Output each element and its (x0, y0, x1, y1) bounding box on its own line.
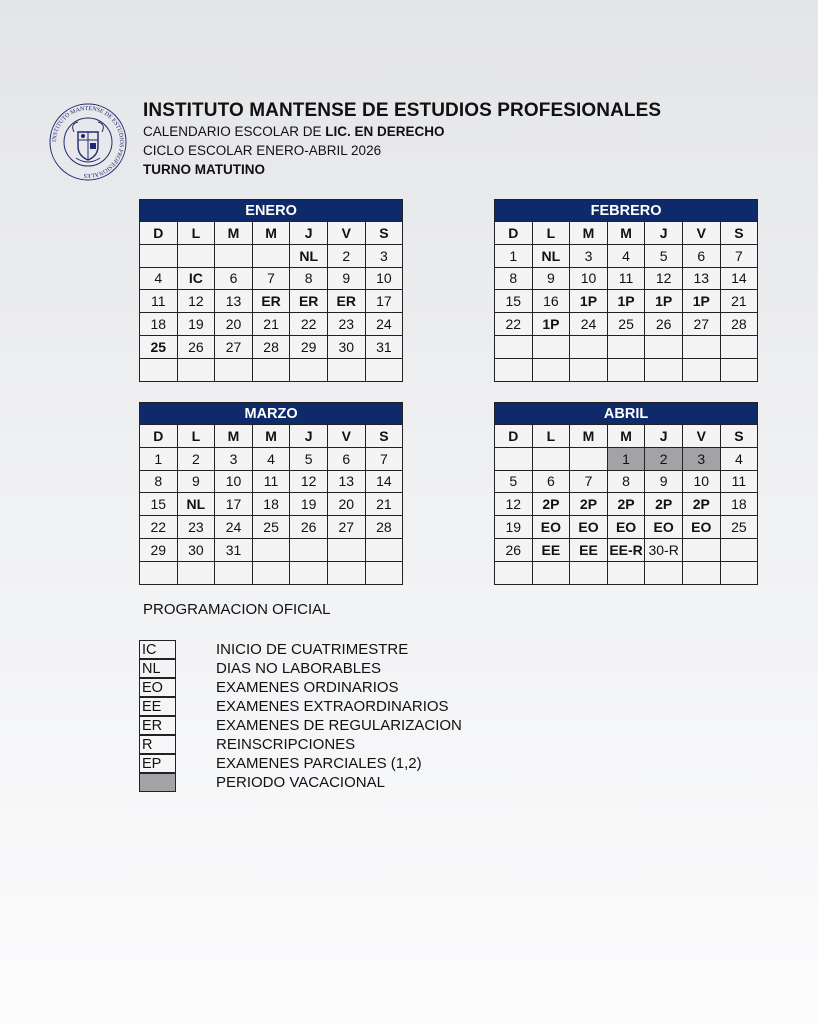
calendar-day-cell: NL (177, 493, 215, 516)
calendar-day-cell: 2 (645, 447, 683, 470)
calendar-day-cell (495, 335, 533, 358)
calendar-day-cell: 6 (215, 267, 253, 290)
calendar-day-cell: 2P (682, 493, 720, 516)
calendar-day-cell: 1P (607, 290, 645, 313)
calendar-day-cell (327, 561, 365, 584)
legend-code: EP (139, 754, 176, 773)
legend-label: EXAMENES PARCIALES (1,2) (216, 755, 422, 772)
calendar-day-cell: 20 (215, 313, 253, 336)
calendar-day-cell (495, 561, 533, 584)
calendar-day-cell (682, 538, 720, 561)
weekday-header: D (140, 222, 178, 245)
calendar-day-cell: 27 (215, 335, 253, 358)
calendar-day-cell: 2P (607, 493, 645, 516)
weekday-header: L (532, 425, 570, 448)
calendar-day-cell (252, 244, 290, 267)
calendar-day-cell: 15 (495, 290, 533, 313)
calendar-day-cell: 23 (327, 313, 365, 336)
calendar-day-cell: EE (532, 538, 570, 561)
legend-code: EO (139, 678, 176, 697)
calendar-week-row (495, 561, 758, 584)
calendar-day-cell: NL (290, 244, 328, 267)
calendar-day-cell: 10 (365, 267, 403, 290)
calendar-week-row (495, 538, 758, 561)
calendar-day-cell: 29 (290, 335, 328, 358)
calendar-day-cell: 11 (252, 470, 290, 493)
calendar-week-row (140, 561, 403, 584)
calendar-day-cell (570, 447, 608, 470)
legend-code: EE (139, 697, 176, 716)
calendar-day-cell: 25 (720, 516, 758, 539)
calendar-day-cell: 6 (532, 470, 570, 493)
calendar-day-cell: 23 (177, 516, 215, 539)
weekday-header: M (607, 425, 645, 448)
weekday-header: M (252, 222, 290, 245)
legend-label: EXAMENES ORDINARIOS (216, 679, 399, 696)
weekday-header: M (215, 222, 253, 245)
calendar-day-cell: 4 (140, 267, 178, 290)
calendar-day-cell: 14 (720, 267, 758, 290)
calendar-day-cell: 2 (177, 447, 215, 470)
calendar-day-cell: 30 (327, 335, 365, 358)
calendar-day-cell (177, 561, 215, 584)
calendar-day-cell (140, 561, 178, 584)
calendar-day-cell (290, 561, 328, 584)
calendar-week-row (140, 244, 403, 267)
weekday-header: S (365, 222, 403, 245)
calendar-week-row (140, 335, 403, 358)
weekday-header: L (177, 425, 215, 448)
calendar-week-row (495, 358, 758, 381)
calendar-day-cell: 21 (720, 290, 758, 313)
calendar-day-cell: 17 (365, 290, 403, 313)
calendar-day-cell: 28 (252, 335, 290, 358)
calendar-day-cell: 22 (140, 516, 178, 539)
calendar-day-cell: 19 (495, 516, 533, 539)
calendar-day-cell: 22 (290, 313, 328, 336)
calendar-day-cell: 12 (177, 290, 215, 313)
legend-label: EXAMENES EXTRAORDINARIOS (216, 698, 449, 715)
calendar-day-cell: NL (532, 244, 570, 267)
calendar-day-cell: 5 (495, 470, 533, 493)
calendar-day-cell: 6 (682, 244, 720, 267)
calendar-day-cell: EE (570, 538, 608, 561)
calendar-day-cell (177, 358, 215, 381)
calendar-day-cell: 4 (720, 447, 758, 470)
calendar-day-cell: ER (252, 290, 290, 313)
weekday-header: V (682, 425, 720, 448)
calendar-day-cell: 22 (495, 313, 533, 336)
calendar-day-cell: 10 (215, 470, 253, 493)
weekday-header: J (290, 222, 328, 245)
calendar-day-cell: 30-R (645, 538, 683, 561)
calendar-day-cell: 14 (365, 470, 403, 493)
shift-label: TURNO MATUTINO (143, 162, 265, 177)
calendar-day-cell: 18 (252, 493, 290, 516)
legend-code: NL (139, 659, 176, 678)
weekday-header: J (645, 425, 683, 448)
calendar-week-row (495, 267, 758, 290)
calendar-title (143, 122, 661, 141)
calendar-day-cell: 7 (720, 244, 758, 267)
seal-text: INSTITUTO MANTENSE DE ESTUDIOS PROFESIONALES (51, 105, 125, 179)
calendar-day-cell (607, 335, 645, 358)
weekday-header: M (570, 425, 608, 448)
calendar-day-cell: 3 (365, 244, 403, 267)
weekday-header: V (327, 222, 365, 245)
calendar-day-cell (532, 335, 570, 358)
calendar-day-cell: 26 (495, 538, 533, 561)
weekday-header: L (532, 222, 570, 245)
weekday-header: D (140, 425, 178, 448)
calendar-day-cell (215, 358, 253, 381)
calendar-day-cell: 31 (365, 335, 403, 358)
weekday-header: V (682, 222, 720, 245)
calendar-week-row (495, 516, 758, 539)
calendar-day-cell: 28 (365, 516, 403, 539)
calendar-day-cell: 9 (532, 267, 570, 290)
calendar-day-cell: 1 (140, 447, 178, 470)
calendar-day-cell (215, 244, 253, 267)
weekday-header: L (177, 222, 215, 245)
calendar-day-cell (532, 561, 570, 584)
calendar-day-cell (682, 561, 720, 584)
calendar-day-cell: 13 (682, 267, 720, 290)
calendar-day-cell (532, 358, 570, 381)
calendar-day-cell: 1 (495, 244, 533, 267)
calendar-day-cell (365, 561, 403, 584)
weekday-header: M (215, 425, 253, 448)
calendar-day-cell (570, 358, 608, 381)
calendar-day-cell: 26 (645, 313, 683, 336)
calendar-day-cell: EE-R (607, 538, 645, 561)
legend-label: REINSCRIPCIONES (216, 736, 356, 753)
calendar-day-cell: 1P (532, 313, 570, 336)
calendar-day-cell: 12 (495, 493, 533, 516)
calendar-day-cell: 4 (607, 244, 645, 267)
calendar-day-cell: 12 (290, 470, 328, 493)
legend-label: DIAS NO LABORABLES (216, 660, 382, 677)
calendar-day-cell: 25 (140, 335, 178, 358)
calendar-day-cell: 12 (645, 267, 683, 290)
calendar-day-cell: 21 (365, 493, 403, 516)
calendar-day-cell: 13 (327, 470, 365, 493)
calendar-week-row (495, 470, 758, 493)
institute-seal-logo (48, 102, 128, 182)
calendar-week-row (495, 447, 758, 470)
calendar-day-cell: 26 (177, 335, 215, 358)
calendar-day-cell: 1P (645, 290, 683, 313)
calendar-day-cell: 9 (645, 470, 683, 493)
calendar-day-cell: 11 (720, 470, 758, 493)
calendar-prefix: CALENDARIO ESCOLAR DE (143, 124, 326, 139)
calendar-day-cell (327, 358, 365, 381)
calendar-week-row (140, 447, 403, 470)
calendar-day-cell: 27 (327, 516, 365, 539)
month-header: FEBRERO (495, 200, 758, 222)
calendar-day-cell (140, 358, 178, 381)
calendar-day-cell: 31 (215, 538, 253, 561)
calendar-day-cell: 21 (252, 313, 290, 336)
calendar-day-cell: 15 (140, 493, 178, 516)
calendar-day-cell: 29 (140, 538, 178, 561)
calendar-program: LIC. EN DERECHO (325, 124, 445, 139)
calendar-day-cell: 8 (290, 267, 328, 290)
weekday-header: D (495, 425, 533, 448)
calendar-week-row (495, 335, 758, 358)
calendar-day-cell: EO (532, 516, 570, 539)
calendar-day-cell (645, 561, 683, 584)
calendar-day-cell (720, 561, 758, 584)
calendar-week-row (140, 493, 403, 516)
calendar-day-cell (177, 244, 215, 267)
programacion-heading: PROGRAMACION OFICIAL (143, 601, 331, 618)
calendar-day-cell: EO (607, 516, 645, 539)
calendar-day-cell (570, 561, 608, 584)
calendar-day-cell: ER (290, 290, 328, 313)
calendar-week-row (140, 267, 403, 290)
calendar-day-cell: 26 (290, 516, 328, 539)
calendar-week-row (140, 470, 403, 493)
calendar-week-row (495, 290, 758, 313)
legend-code: ER (139, 716, 176, 735)
calendar-day-cell (645, 358, 683, 381)
calendar-day-cell: 1 (607, 447, 645, 470)
calendar-day-cell: 2P (645, 493, 683, 516)
calendar-day-cell (290, 358, 328, 381)
weekday-header: S (720, 425, 758, 448)
calendar-day-cell: 3 (215, 447, 253, 470)
calendar-day-cell: 19 (290, 493, 328, 516)
calendar-day-cell (252, 358, 290, 381)
calendar-week-row (140, 358, 403, 381)
weekday-header: D (495, 222, 533, 245)
calendar-day-cell: 1P (570, 290, 608, 313)
calendar-day-cell (682, 335, 720, 358)
cycle-label: CICLO ESCOLAR ENERO-ABRIL 2026 (143, 143, 382, 158)
calendar-day-cell: 13 (215, 290, 253, 313)
calendar-day-cell: 20 (327, 493, 365, 516)
weekday-header: S (365, 425, 403, 448)
calendar-day-cell (252, 538, 290, 561)
weekday-header: M (570, 222, 608, 245)
calendar-day-cell: 30 (177, 538, 215, 561)
month-calendar-february (494, 199, 758, 382)
weekday-header: M (252, 425, 290, 448)
calendar-week-row (495, 313, 758, 336)
legend-label: INICIO DE CUATRIMESTRE (216, 641, 409, 658)
legend-code: IC (139, 640, 176, 659)
calendar-day-cell: 27 (682, 313, 720, 336)
calendar-day-cell (215, 561, 253, 584)
weekday-header: J (290, 425, 328, 448)
calendar-day-cell (720, 335, 758, 358)
calendar-day-cell: 4 (252, 447, 290, 470)
calendar-day-cell: 8 (607, 470, 645, 493)
calendar-day-cell (365, 358, 403, 381)
calendar-day-cell: 24 (215, 516, 253, 539)
month-header: MARZO (140, 403, 403, 425)
calendar-day-cell: 11 (140, 290, 178, 313)
calendar-day-cell: 1P (682, 290, 720, 313)
calendar-day-cell (720, 538, 758, 561)
calendar-day-cell: 7 (570, 470, 608, 493)
legend-code: R (139, 735, 176, 754)
month-header: ABRIL (495, 403, 758, 425)
calendar-day-cell: 8 (495, 267, 533, 290)
calendar-day-cell: 25 (607, 313, 645, 336)
calendar-day-cell: 24 (365, 313, 403, 336)
calendar-day-cell (570, 335, 608, 358)
calendar-day-cell: 10 (570, 267, 608, 290)
calendar-day-cell: 2 (327, 244, 365, 267)
calendar-day-cell: 8 (140, 470, 178, 493)
calendar-day-cell (327, 538, 365, 561)
calendar-day-cell (607, 358, 645, 381)
calendar-day-cell: EO (645, 516, 683, 539)
calendar-day-cell: 2P (532, 493, 570, 516)
calendar-day-cell: 25 (252, 516, 290, 539)
calendar-day-cell (140, 244, 178, 267)
calendar-day-cell: 24 (570, 313, 608, 336)
calendar-week-row (495, 493, 758, 516)
weekday-header: V (327, 425, 365, 448)
calendar-day-cell: 2P (570, 493, 608, 516)
weekday-header: J (645, 222, 683, 245)
calendar-day-cell: 19 (177, 313, 215, 336)
weekday-header: S (720, 222, 758, 245)
calendar-week-row (140, 516, 403, 539)
calendar-day-cell (645, 335, 683, 358)
calendar-day-cell: 18 (140, 313, 178, 336)
month-header: ENERO (140, 200, 403, 222)
calendar-day-cell (252, 561, 290, 584)
calendar-day-cell: ER (327, 290, 365, 313)
calendar-day-cell (720, 358, 758, 381)
calendar-day-cell (682, 358, 720, 381)
legend-label: PERIODO VACACIONAL (216, 774, 385, 791)
institution-title: INSTITUTO MANTENSE DE ESTUDIOS PROFESIONALES (143, 100, 662, 121)
weekday-header: M (607, 222, 645, 245)
month-calendar-april (494, 402, 758, 585)
calendar-week-row (495, 244, 758, 267)
calendar-day-cell: EO (570, 516, 608, 539)
calendar-day-cell: 28 (720, 313, 758, 336)
calendar-day-cell: 9 (327, 267, 365, 290)
calendar-day-cell: 17 (215, 493, 253, 516)
calendar-day-cell: 9 (177, 470, 215, 493)
calendar-day-cell: 11 (607, 267, 645, 290)
calendar-day-cell (290, 538, 328, 561)
calendar-week-row (140, 538, 403, 561)
calendar-day-cell (365, 538, 403, 561)
legend-label: EXAMENES DE REGULARIZACION (216, 717, 462, 734)
calendar-day-cell: 3 (682, 447, 720, 470)
calendar-day-cell (607, 561, 645, 584)
calendar-day-cell: 16 (532, 290, 570, 313)
calendar-day-cell: 5 (645, 244, 683, 267)
calendar-day-cell (495, 447, 533, 470)
month-calendar-january (139, 199, 403, 382)
calendar-week-row (140, 290, 403, 313)
calendar-day-cell: 7 (252, 267, 290, 290)
calendar-week-row (140, 313, 403, 336)
calendar-day-cell (495, 358, 533, 381)
month-calendar-march (139, 402, 403, 585)
calendar-day-cell: EO (682, 516, 720, 539)
calendar-day-cell: 7 (365, 447, 403, 470)
calendar-day-cell: 18 (720, 493, 758, 516)
calendar-day-cell (532, 447, 570, 470)
calendar-day-cell: IC (177, 267, 215, 290)
calendar-day-cell: 5 (290, 447, 328, 470)
page-header (143, 100, 661, 179)
calendar-day-cell: 10 (682, 470, 720, 493)
legend-swatch-vacation (139, 773, 176, 792)
calendar-day-cell: 3 (570, 244, 608, 267)
calendar-day-cell: 6 (327, 447, 365, 470)
